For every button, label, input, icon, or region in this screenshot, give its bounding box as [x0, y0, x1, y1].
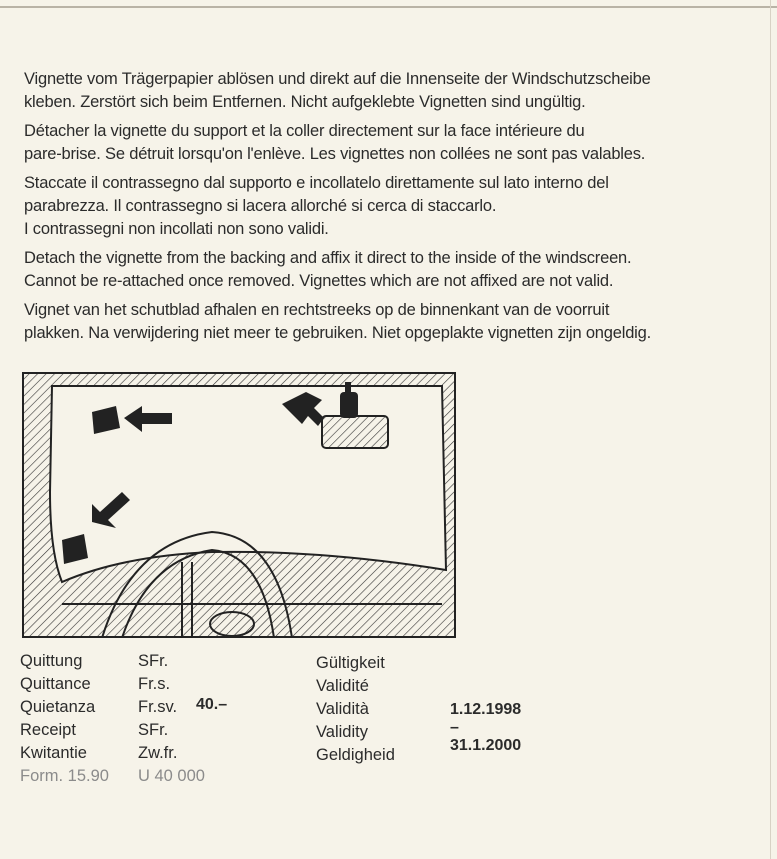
validity-label: Validité — [316, 677, 369, 695]
instructions — [24, 68, 754, 351]
instruction-line: Cannot be re-attached once removed. Vignettes which are not affixed are not valid. — [24, 272, 614, 290]
instruction-line: pare-brise. Se détruit lorsqu'on l'enlève. Les vignettes non collées ne sont pas valables. — [24, 145, 646, 163]
receipt-label: Kwitantie — [20, 744, 87, 762]
instruction-it — [24, 172, 754, 241]
currency-label: SFr. — [138, 721, 169, 739]
instruction-line: Detach the vignette from the backing and affix it direct to the inside of the windscreen. — [24, 249, 632, 267]
print-code: U 40 000 — [138, 767, 205, 785]
instruction-line: I contrassegni non incollati non sono validi. — [24, 220, 329, 238]
currency-label: Zw.fr. — [138, 744, 178, 762]
rearview-mirror — [322, 416, 388, 448]
instruction-en — [24, 247, 754, 293]
currency-label: Fr.sv. — [138, 698, 178, 716]
windscreen-illustration — [22, 372, 456, 638]
instruction-line: Vignet van het schutblad afhalen en rechtstreeks op de binnenkant van de voorruit — [24, 301, 610, 319]
instruction-de — [24, 68, 754, 114]
top-divider — [0, 6, 777, 8]
instruction-line: plakken. Na verwijdering niet meer te gebruiken. Niet opgeplakte vignetten zijn ongeldig. — [24, 324, 651, 342]
receipt-label: Quittance — [20, 675, 91, 693]
receipt-label: Receipt — [20, 721, 76, 739]
receipt-label: Quietanza — [20, 698, 96, 716]
vignette-top-right — [340, 392, 358, 418]
currency-label: Fr.s. — [138, 675, 171, 693]
page-edge — [770, 0, 771, 859]
validity-label: Geldigheid — [316, 746, 395, 764]
instruction-nl — [24, 299, 754, 345]
receipt-label: Quittung — [20, 652, 83, 670]
validity-period: 1.12.1998 – 31.1.2000 — [450, 701, 522, 754]
instruction-line: Détacher la vignette du support et la coller directement sur la face intérieure du — [24, 122, 585, 140]
form-number: Form. 15.90 — [20, 767, 109, 785]
instruction-fr — [24, 120, 754, 166]
receipt-labels — [20, 650, 109, 788]
instruction-line: kleben. Zerstört sich beim Entfernen. Nicht aufgeklebte Vignetten sind ungültig. — [24, 93, 586, 111]
instruction-line: parabrezza. Il contrassegno si lacera allorché si cerca di staccarlo. — [24, 197, 497, 215]
currency-label: SFr. — [138, 652, 169, 670]
validity-labels — [316, 652, 395, 767]
validity-label: Validità — [316, 700, 369, 718]
validity-label: Validity — [316, 723, 368, 741]
currency-labels — [138, 650, 205, 788]
instruction-line: Staccate il contrassegno dal supporto e incollatelo direttamente sul lato interno del — [24, 174, 609, 192]
price-amount: 40.– — [196, 696, 228, 713]
instruction-line: Vignette vom Trägerpapier ablösen und direkt auf die Innenseite der Windschutzscheibe — [24, 70, 651, 88]
validity-label: Gültigkeit — [316, 654, 385, 672]
